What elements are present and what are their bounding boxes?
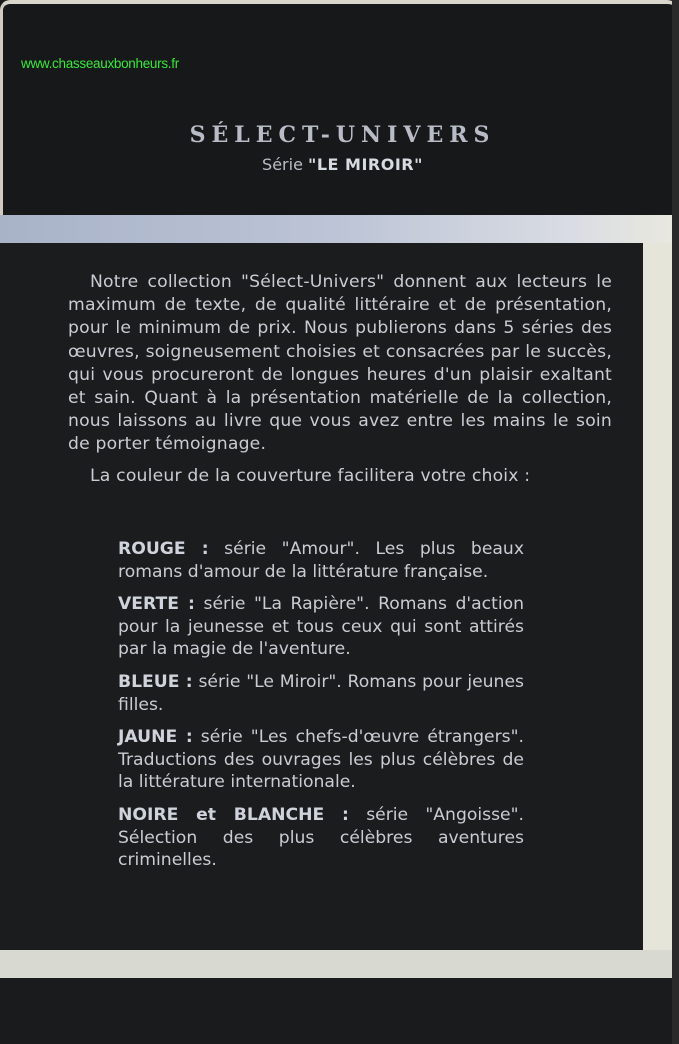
series-description: série "Les chefs-d'œuvre étrangers". Traductions des ouvrages les plus célèbres de la littérature internationale. <box>118 727 524 793</box>
series-entry-verte <box>118 593 524 661</box>
series-color-label: ROUGE : <box>118 539 209 559</box>
series-subtitle <box>3 155 679 174</box>
cover-edge <box>672 0 679 1044</box>
cream-band-divider <box>0 950 672 978</box>
series-description: série "Angoisse". Sélection des plus célèbres aventures criminelles. <box>118 804 524 871</box>
watermark-url: www.chasseauxbonheurs.fr <box>21 56 179 71</box>
series-color-label: BLEUE : <box>118 671 193 692</box>
collection-title: SÉLECT-UNIVERS <box>189 122 496 148</box>
series-entry-rouge <box>118 538 524 583</box>
series-entry-noire-blanche <box>118 804 524 872</box>
blue-band-divider <box>0 215 672 243</box>
series-color-label: VERTE : <box>118 594 195 615</box>
series-entry-jaune <box>118 726 524 794</box>
intro-text <box>68 271 612 496</box>
intro-paragraph-1: Notre collection "Sélect-Univers" donnent aux lecteurs le maximum de texte, de qualité littéraire et de présentation, pour le minimum de prix. Nous publierons dans 5 séries des œuvres, soigneusement choisies et consacrées par le succès, qui vous procureront de longues heures d'un plaisir exaltant et sain. Quant à la présentation matérielle de la collection, nous laissons au livre que vous avez entre les mains le soin de porter témoignage. <box>68 272 612 455</box>
series-name: "LE MIROIR" <box>308 155 423 174</box>
series-description: série "Amour". Les plus beaux romans d'amour de la littérature française. <box>118 539 525 582</box>
series-entry-bleue <box>118 671 524 716</box>
intro-paragraph-2: La couleur de la couverture facilitera votre choix : <box>90 465 531 486</box>
series-color-label: JAUNE : <box>118 727 193 748</box>
description-panel <box>0 243 643 950</box>
cover-top-section <box>0 0 679 216</box>
cream-margin <box>643 243 672 978</box>
series-list <box>118 538 524 882</box>
series-description: série "La Rapière". Romans d'action pour la jeunesse et tous ceux qui sont attirés par la magie de l'aventure. <box>118 594 524 660</box>
series-description: série "Le Miroir". Romans pour jeunes filles. <box>118 671 524 715</box>
series-label: Série <box>262 155 303 174</box>
series-color-label: NOIRE et BLANCHE : <box>118 804 349 825</box>
cover-bottom-section <box>0 978 672 1044</box>
